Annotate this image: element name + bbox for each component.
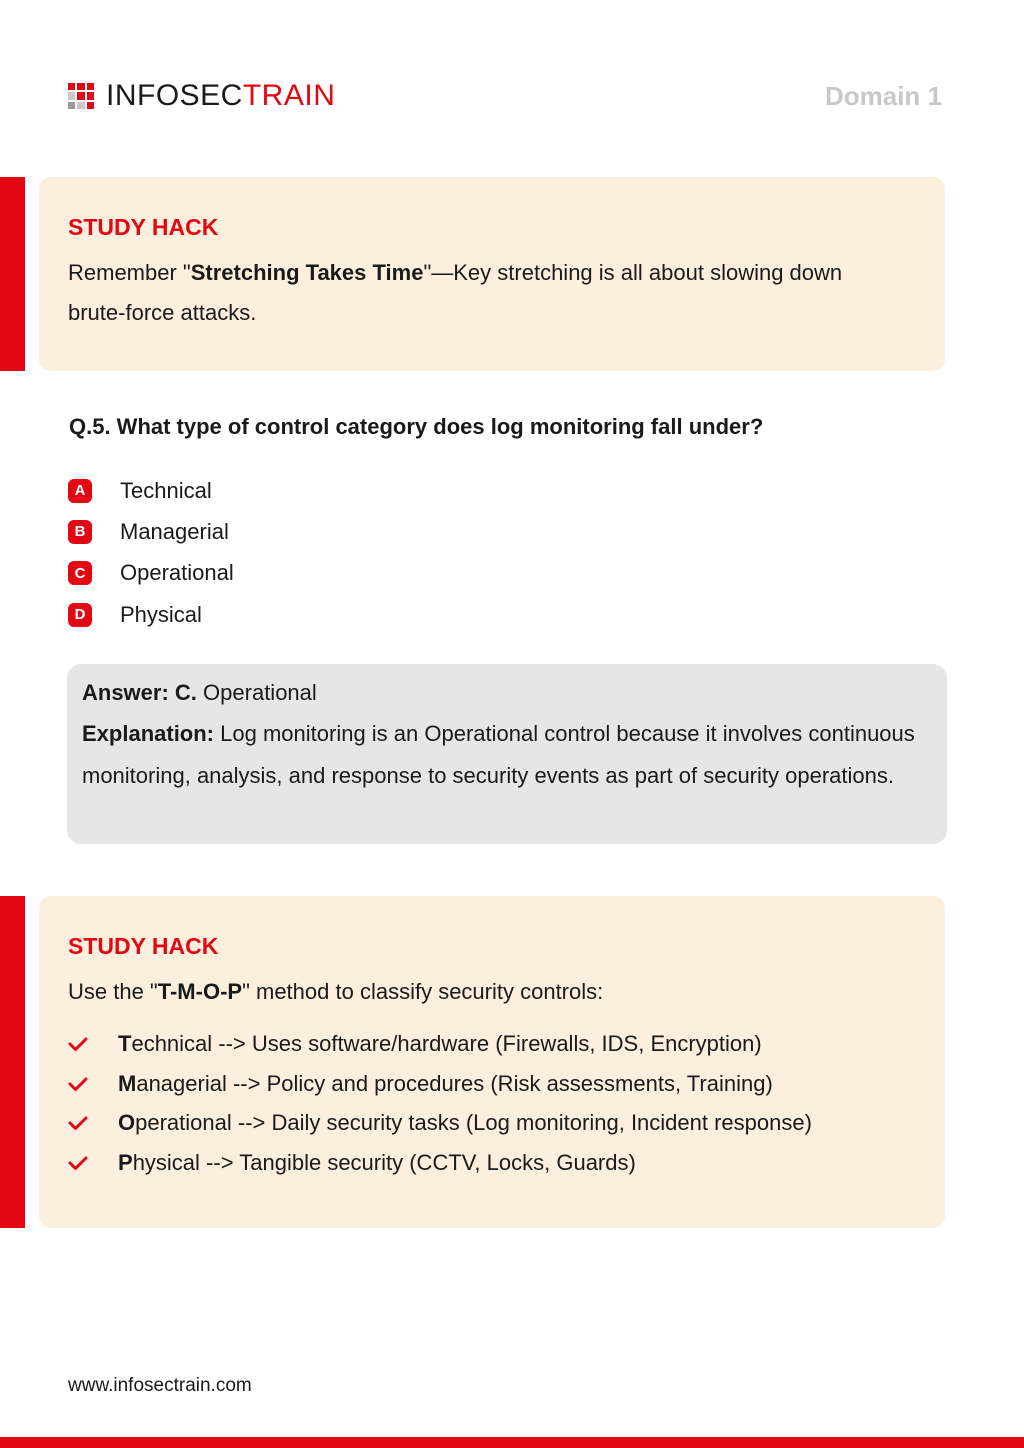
study-hack-title: STUDY HACK (68, 933, 219, 959)
option-text: Physical (120, 601, 202, 627)
logo-wordmark: INFOSECTRAIN (106, 79, 336, 112)
option-a (68, 470, 234, 511)
accent-bar (0, 896, 25, 1228)
option-text: Technical (120, 477, 212, 503)
list-item-text: Managerial --> Policy and procedures (Risk assessments, Training) (118, 1070, 773, 1096)
checkmark-icon (68, 1076, 118, 1092)
option-b (68, 511, 234, 552)
study-hack-card (39, 896, 945, 1228)
study-hack-card (39, 177, 945, 371)
brand-logo (68, 80, 335, 112)
list-item (68, 1024, 905, 1064)
question-text: Q.5. What type of control category does log monitoring fall under? (69, 414, 764, 439)
tmop-list (68, 1024, 905, 1183)
study-hack-title: STUDY HACK (68, 214, 219, 240)
study-hack-intro: Use the "T-M-O-P" method to classify security controls: (68, 979, 604, 1004)
accent-bar (0, 177, 25, 371)
answer-line: Answer: C. Operational (82, 680, 317, 705)
option-d (68, 594, 234, 635)
domain-label: Domain 1 (824, 81, 942, 111)
answer-options (68, 470, 234, 635)
option-c (68, 553, 234, 594)
list-item-text: Technical --> Uses software/hardware (Firewalls, IDS, Encryption) (118, 1031, 762, 1056)
option-text: Managerial (120, 518, 229, 544)
option-letter-badge: D (68, 603, 92, 627)
explanation-text: Explanation: Log monitoring is an Operational control because it involves continuous monitoring, analysis, and response to security events as part of security operations. (82, 721, 915, 788)
logo-icon (68, 83, 94, 109)
website-link[interactable]: www.infosectrain.com (68, 1375, 252, 1396)
list-item (68, 1103, 905, 1143)
option-letter-badge: C (68, 561, 92, 585)
list-item (68, 1143, 905, 1183)
list-item (68, 1064, 905, 1104)
answer-box (67, 664, 947, 844)
checkmark-icon (68, 1036, 118, 1052)
list-item-text: Physical --> Tangible security (CCTV, Locks, Guards) (118, 1150, 636, 1176)
option-letter-badge: B (68, 520, 92, 544)
checkmark-icon (68, 1115, 118, 1131)
option-letter-badge: A (68, 479, 92, 503)
option-text: Operational (120, 560, 234, 586)
list-item-text: Operational --> Daily security tasks (Log monitoring, Incident response) (118, 1110, 812, 1136)
study-hack-text: Remember "Stretching Takes Time"—Key stretching is all about slowing down brute-force attacks. (68, 260, 843, 325)
footer-bar (0, 1437, 1024, 1448)
checkmark-icon (68, 1155, 118, 1171)
